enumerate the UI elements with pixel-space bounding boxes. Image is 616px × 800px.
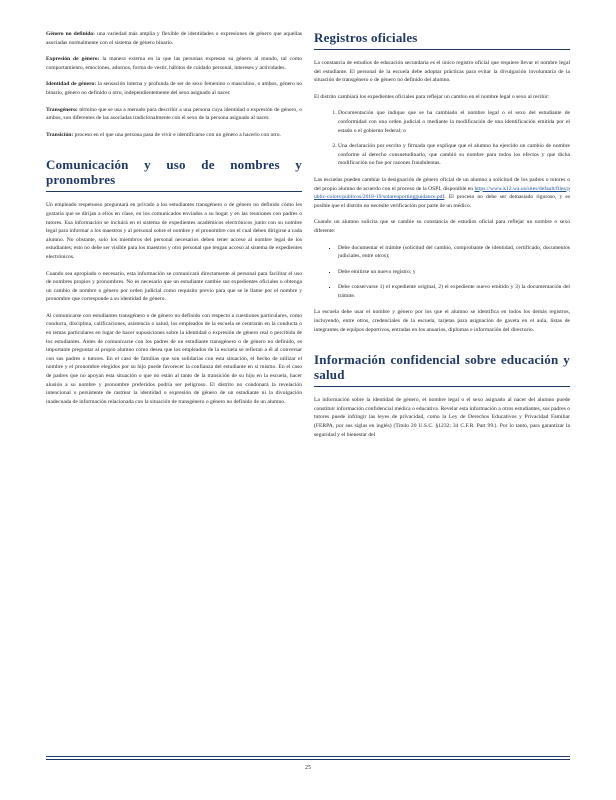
definitions [46,30,302,139]
definition [46,30,302,47]
heading-rule [46,191,302,192]
definition-term: Transición: [46,131,74,138]
paragraph: Al comunicarse con estudiantes transgénero o de género no definido con respecto a cuestiones particulares, como conducta, disciplina, calificaciones, asistencia o salud, los empleados de la escuela se centrarán en la conducta o en temas particulares en lugar de hacer suposiciones sobre la identidad o expresión de género real o percibida de los estudiantes. Antes de comunicarse con los padres de un estudiante transgénero o de género no definido, es importante preguntar al propio alumno cómo desea que los empleados de la escuela se refieran a él al conversar con sus padres o tutores. En el caso de familias que son solidarias con esta situación, el hecho de utilizar el nombre y el pronombre elegidos por su hijo puede favorecer la confianza del estudiante en sí mismo. En el caso de padres que no apoyan esta situación o que no están al tanto de la transición de su hijo en la escuela, hacer alusión a su nombre y pronombre preferidos podría ser peligroso. El distrito no condonará la revelación intencional o persistente de rastrear la identidad o expresión de género de un estudiante ni la divulgación inadecuada de información relacionada con la situación de transgénero o género no definido de un alumno. [46,312,302,405]
definition-text: proceso en el que una persona pasa de vivir e identificarse con un género a hacerlo con otro. [74,131,281,138]
footer-rule [46,759,570,760]
paragraph: Cuando un alumno solicita que se cambie su constancia de estudios oficial para reflejar un nombre o sexo diferente: [314,219,570,234]
paragraph: Un empleado respetuoso preguntará en privado a los estudiantes transgénero o de género no definido cómo les gustaría que se dirijan a ellos en clase, en los comunicados enviados a su hogar y en las reuniones con padres o tutores. Esa información se incluirá en el sistema de expedientes académicos electrónicos junto con su nombre legal para informar a los maestros y al personal sobre el nombre y el pronombre con el cual deben dirigirse a cada alumno. No obstante, solo los miembros del personal necesarios deben tener acceso al nombre legal de los estudiantes; esto no debe ser visible para los maestros y otro personal que tengan acceso al sistema de expedientes electrónicos. [46,202,302,260]
footer-rule [46,756,570,757]
paragraph: La información sobre la identidad de género, el nombre legal o el sexo asignado al nacer del alumno puede constituir información confidencial médica o educativa. Revelar esta información a otros estudiantes, sus padres o tutores puede infringir las leyes de privacidad, como la Ley de Derechos Educativos y Privacidad Familiar (FERPA, por sus siglas en inglés) (Título 20 U.S.C. §1232; 34 C.F.R. Part 99.). Por lo tanto, para garantizar la seguridad y el bienestar del [314,397,570,438]
definition-text: término que se usa a menudo para describir a una persona cuya identidad o expresión de género, o ambos, son diferentes de las asociadas tradicionalmente con el sexo de la persona asignado al nacer. [46,106,302,122]
definition-text: una variedad más amplia y flexible de identidades o expresiones de género que aquellas asociadas normalmente con el sistema de género binario. [46,31,302,46]
paragraph: Cuando sea apropiado o necesario, esta información se comunicará directamente al personal para facilitar el uso de nombres propios y pronombres. No es necesario que un estudiante cambie sus expedientes oficiales u obtenga un cambio de nombre o género por orden judicial como requisito previo para que se le llame por el nombre y pronombre que corresponde a su identidad de género. [46,270,302,303]
text: . El proceso no debe ser demasiado riguroso, y es posible que el distrito no necesite verificación por parte de un médico. [314,194,570,209]
definition-text: la manera externa en la que las personas expresan su género al mundo, tal como comportamiento, emociones, adornos, forma de vestir, hábitos de cuidado personal, intereses y actividades. [46,56,302,71]
right-column [314,30,570,447]
section-heading-records: Registros oficiales [314,30,418,45]
list-item: ▪ Debe emitirse un nuevo registro; y [338,268,570,277]
heading-rule [314,49,570,50]
heading-rule [314,386,570,387]
ordered-list [314,109,570,168]
list-item: ▪ Debe conservarse 1) el expediente original, 2) el expediente nuevo emitido y 3) la documentación del trámite. [338,283,570,300]
definition-term: Transgénero: [46,106,78,113]
list-item: ▪ Debe documentar el trámite (solicitud del cambio, comprobante de identidad, certificado, documentos judiciales, entre otros); [338,244,570,261]
paragraph: La escuela debe usar el nombre y género por los que el alumno se identifica en todos los demás registros, incluyendo, entre otros, credenciales de la escuela, tarjetas para asignación de gaveta en el aula, listas de integrantes de equipos deportivos, entradas en los anuarios, diplomas e información del directorio. [314,309,570,333]
definition [46,131,302,140]
definition-term: Identidad de género: [46,81,97,88]
definition-text: la sensación interna y profunda de ser de sexo femenino o masculino, o ambos, género no binario, género no definido u otro, independientemente del sexo asignado al nacer. [46,81,303,96]
definition [46,55,302,72]
ospi-link[interactable]: https://www.k12.wa.us/sites/default/files/public-colors/publicos/2018-19/solarenportingguidance.pdf [314,185,570,201]
definition-term: Expresión de género: [46,56,100,63]
definition [46,80,302,97]
page-number: 25 [305,765,311,771]
section-heading-confidential: Información confidencial sobre educación y salud [314,352,570,383]
paragraph: El distrito cambiará los expedientes oficiales para reflejar un cambio en el nombre legal o sexo al recibir: [314,93,550,100]
list-item: 1. Documentación que indique que se ha cambiado el nombre legal o el sexo del estudiante de conformidad con una orden judicial o mediante la modificación de una identificación emitida por el estado o el gobierno federal; o [338,109,570,135]
definition [46,106,302,123]
definition-term: Género no definido: [46,31,96,37]
left-column [46,30,302,414]
paragraph [314,176,570,210]
paragraph: La constancia de estudios de educación secundaria es el único registro oficial que requiere llevar el nombre legal del estudiante. El personal de la escuela debe adoptar prácticas para evitar la divulgación involuntaria de la situación de transgénero o de género no definido del alumno. [314,60,570,84]
text: Las escuelas pueden cambiar la designación de género oficial de un alumno a solicitud de los padres o tutores o del propio alumno de acuerdo con el proceso de la OSPI, disponible en [314,176,570,192]
bullet-list [314,244,570,301]
list-item: 2. Una declaración por escrito y firmada que explique que el alumno ha ejercido un cambio de nombre conforme al derecho consuetudinario, que cambió su nombre para todos los efectos y que dicha modificación no fue por razones fraudulentas. [338,142,570,168]
section-heading-communication: Comunicación y uso de nombres y pronombres [46,157,302,188]
